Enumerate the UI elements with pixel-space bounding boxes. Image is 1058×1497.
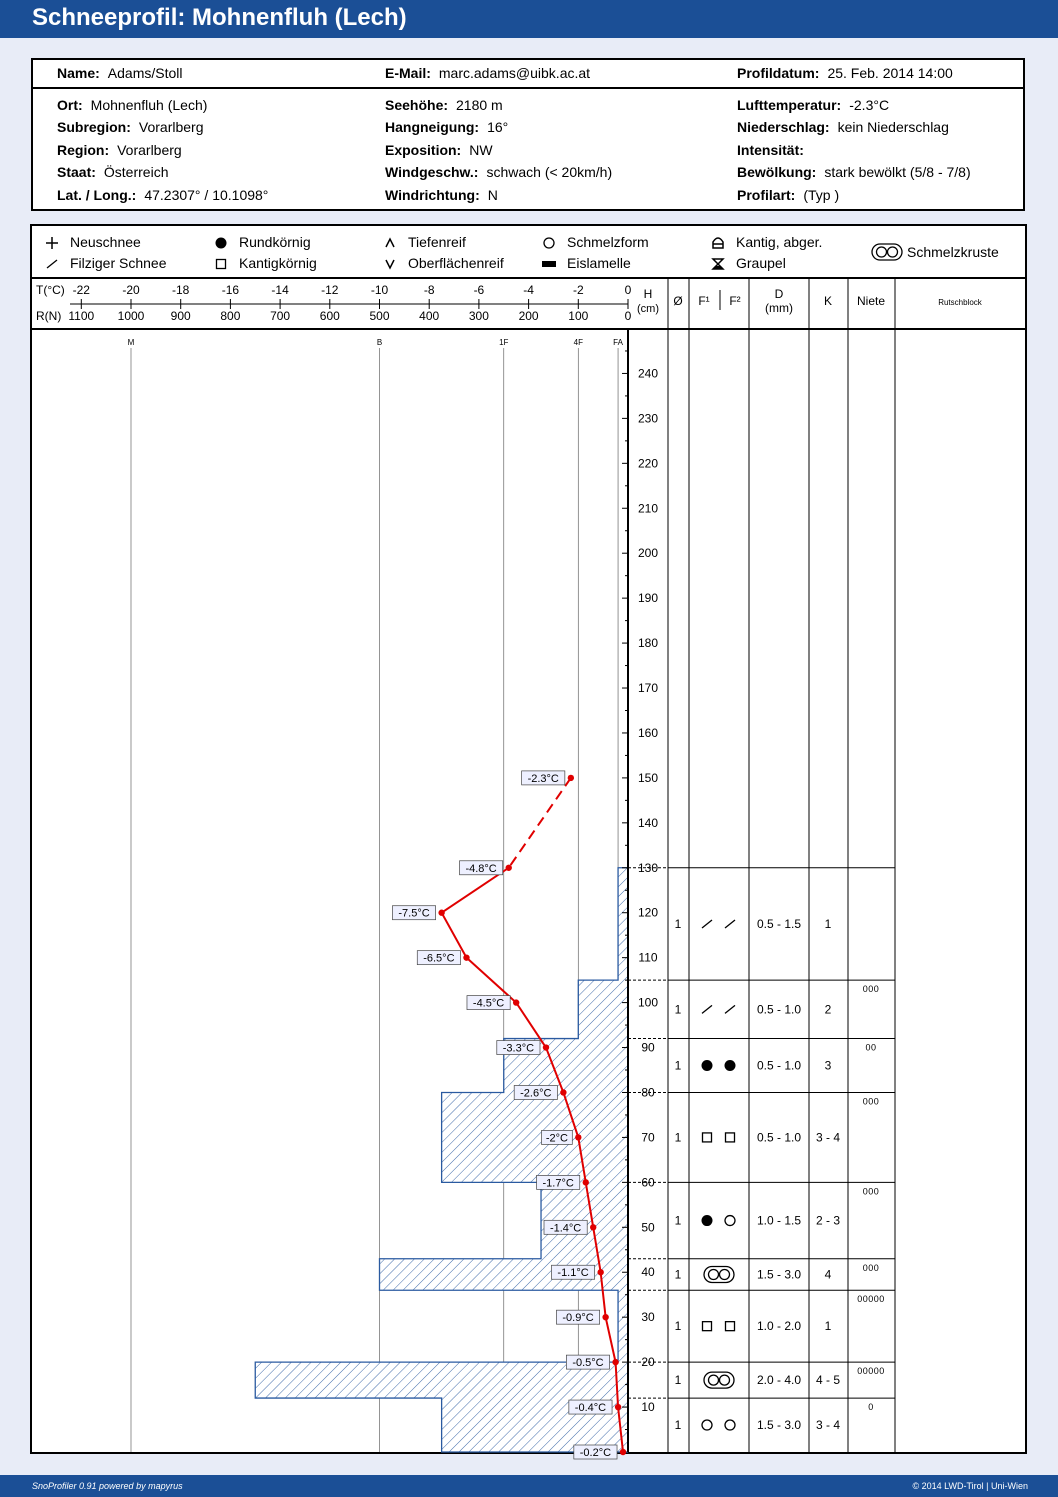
h-tick-label: 60 xyxy=(641,1175,655,1190)
layer-niete: 00000 xyxy=(857,1366,885,1377)
intens-label: Intensität: xyxy=(737,142,804,158)
r-tick-label: 1100 xyxy=(68,309,95,323)
h-tick-label: 180 xyxy=(637,636,659,651)
bewoelk-value: stark bewölkt (5/8 - 7/8) xyxy=(824,164,971,180)
temp-label: -0.4°C xyxy=(574,1402,607,1415)
col-niete: Niete xyxy=(856,294,886,308)
layer-size: 1 xyxy=(674,1002,682,1017)
rundkoernig-icon xyxy=(702,1215,713,1226)
layer-size: 1 xyxy=(674,1058,682,1073)
layer-size: 1 xyxy=(674,1418,682,1433)
temp-point xyxy=(506,865,512,871)
temp-point xyxy=(583,1179,589,1185)
hangneigung-label: Hangneigung: xyxy=(385,119,480,135)
layer-d: 1.0 - 1.5 xyxy=(756,1213,802,1228)
temp-label: -2.6°C xyxy=(520,1087,552,1100)
layer-size: 1 xyxy=(674,1319,682,1334)
staat-value: Österreich xyxy=(103,164,169,180)
col-d-unit: (mm) xyxy=(765,301,793,315)
legend-rundkoernig-label: Rundkörnig xyxy=(239,234,311,250)
temp-label: -0.9°C xyxy=(562,1312,594,1325)
layer-size: 1 xyxy=(674,1213,682,1228)
region-label: Region: xyxy=(57,142,110,158)
luft-value: -2.3°C xyxy=(849,97,890,113)
h-tick-label: 210 xyxy=(637,501,659,516)
profilart-label: Profilart: xyxy=(737,187,796,203)
layer-niete: 000 xyxy=(862,984,880,995)
exposition-label: Exposition: xyxy=(385,142,462,158)
h-tick-label: 50 xyxy=(641,1220,655,1235)
footer-bar xyxy=(0,1475,1058,1497)
rundkoernig-icon xyxy=(725,1060,736,1071)
layer-k: 4 xyxy=(824,1267,832,1282)
temp-point xyxy=(620,1449,626,1455)
r-tick-label: 800 xyxy=(220,309,241,323)
temp-label: -7.5°C xyxy=(398,907,430,920)
hardness-label: 4F xyxy=(573,338,583,347)
ram-segment xyxy=(618,1290,628,1362)
h-tick-label: 80 xyxy=(641,1085,655,1100)
h-tick-label: 110 xyxy=(638,950,658,965)
h-tick-label: 20 xyxy=(641,1355,655,1370)
temp-point xyxy=(568,775,574,781)
layer-d: 2.0 - 4.0 xyxy=(756,1373,802,1388)
h-tick-label: 200 xyxy=(637,546,659,561)
hardness-label: FA xyxy=(613,338,623,347)
legend-tiefenreif-label: Tiefenreif xyxy=(408,234,466,250)
h-tick-label: 220 xyxy=(637,456,659,471)
email-value: marc.adams@uibk.ac.at xyxy=(438,65,591,81)
temp-point xyxy=(575,1134,581,1140)
ram-segment xyxy=(578,980,628,1038)
r-tick-label: 700 xyxy=(270,309,291,323)
legend-eislamelle-label: Eislamelle xyxy=(567,255,631,271)
temp-label: -3.3°C xyxy=(502,1042,535,1055)
temp-point xyxy=(597,1269,603,1275)
h-tick-label: 190 xyxy=(637,591,659,606)
h-tick-label: 130 xyxy=(637,860,659,875)
nieder-value: kein Niederschlag xyxy=(837,119,949,135)
exposition-value: NW xyxy=(469,142,493,158)
layer-k: 4 - 5 xyxy=(815,1373,841,1388)
layer-k: 2 xyxy=(824,1002,832,1017)
r-tick-label: 600 xyxy=(319,309,340,323)
col-d: D xyxy=(774,287,784,301)
legend-kantigkoernig-label: Kantigkörnig xyxy=(239,255,317,271)
temp-point xyxy=(463,954,469,960)
page-title: Schneeprofil: Mohnenfluh (Lech) xyxy=(32,4,407,31)
name-value: Adams/Stoll xyxy=(107,65,183,81)
hardness-label: B xyxy=(376,338,383,347)
ort-label: Ort: xyxy=(57,97,83,113)
col-rutschblock: Rutschblock xyxy=(938,298,982,307)
layer-k: 1 xyxy=(824,1319,832,1334)
t-tick-label: -22 xyxy=(72,283,90,297)
temp-point xyxy=(615,1404,621,1410)
luft-label: Lufttemperatur: xyxy=(737,97,842,113)
t-tick-label: -16 xyxy=(221,283,240,297)
windrichtung-value: N xyxy=(487,187,498,203)
r-tick-label: 1000 xyxy=(117,309,145,323)
r-tick-label: 0 xyxy=(624,309,632,323)
nieder-label: Niederschlag: xyxy=(737,119,830,135)
col-k: K xyxy=(823,294,833,308)
t-tick-label: -2 xyxy=(572,283,584,297)
legend-schmelzkruste-label: Schmelzkruste xyxy=(907,244,999,260)
layer-size: 1 xyxy=(674,916,682,931)
seehoehe-label: Seehöhe: xyxy=(385,97,449,113)
layer-d: 0.5 - 1.0 xyxy=(756,1002,802,1017)
layer-k: 3 - 4 xyxy=(815,1418,841,1433)
layer-size: 1 xyxy=(674,1373,682,1388)
layer-d: 0.5 - 1.0 xyxy=(756,1058,802,1073)
temp-point xyxy=(612,1359,618,1365)
t-tick-label: -18 xyxy=(172,283,190,297)
temp-label: -0.5°C xyxy=(572,1357,604,1370)
layer-niete: 0 xyxy=(868,1402,874,1413)
t-tick-label: -14 xyxy=(271,283,289,297)
temp-label: -4.5°C xyxy=(472,997,505,1010)
layer-k: 1 xyxy=(824,916,832,931)
subregion-value: Vorarlberg xyxy=(138,119,204,135)
staat-label: Staat: xyxy=(57,164,96,180)
latlong-value: 47.2307° / 10.1098° xyxy=(144,187,269,203)
rundkoernig-icon xyxy=(216,238,227,249)
windrichtung-label: Windrichtung: xyxy=(385,187,480,203)
temp-label: -6.5°C xyxy=(423,952,455,965)
legend-oberflaechenreif-label: Oberflächenreif xyxy=(408,255,504,271)
r-tick-label: 300 xyxy=(468,309,489,323)
t-tick-label: 0 xyxy=(624,283,632,297)
r-tick-label: 200 xyxy=(518,309,539,323)
h-tick-label: 30 xyxy=(641,1310,655,1325)
h-tick-label: 150 xyxy=(637,770,659,785)
temp-point xyxy=(602,1314,608,1320)
layer-d: 1.5 - 3.0 xyxy=(756,1267,802,1282)
r-tick-label: 900 xyxy=(170,309,191,323)
temp-label: -1.4°C xyxy=(549,1222,582,1235)
temp-label: -2°C xyxy=(545,1132,568,1145)
temp-label: -4.8°C xyxy=(465,862,497,875)
layer-d: 0.5 - 1.5 xyxy=(756,916,802,931)
layer-size: 1 xyxy=(674,1267,682,1282)
layer-niete: 000 xyxy=(862,1096,880,1107)
profilart-value: (Typ ) xyxy=(803,187,840,203)
wind-value: schwach (< 20km/h) xyxy=(486,164,613,180)
temp-label: -0.2°C xyxy=(579,1447,612,1459)
t-tick-label: -12 xyxy=(321,283,339,297)
layer-niete: 000 xyxy=(862,1262,880,1273)
temp-label: -1.1°C xyxy=(557,1267,589,1280)
layer-d: 1.5 - 3.0 xyxy=(756,1418,802,1433)
h-tick-label: 170 xyxy=(637,681,659,696)
r-tick-label: 100 xyxy=(568,309,589,323)
temp-point xyxy=(590,1224,596,1230)
rundkoernig-icon xyxy=(702,1060,713,1071)
subregion-label: Subregion: xyxy=(57,119,131,135)
h-tick-label: 90 xyxy=(641,1040,655,1055)
h-unit: (cm) xyxy=(637,303,659,315)
ort-value: Mohnenfluh (Lech) xyxy=(90,97,208,113)
footer-left: SnoProfiler 0.91 powered by mapyrus xyxy=(32,1481,183,1491)
date-label: Profildatum: xyxy=(737,65,820,81)
temp-point xyxy=(543,1044,549,1050)
layer-d: 0.5 - 1.0 xyxy=(756,1130,802,1145)
hardness-label: 1F xyxy=(499,338,509,347)
layer-niete: 00000 xyxy=(857,1294,885,1305)
wind-label: Windgeschw.: xyxy=(385,164,479,180)
legend-kantig-abger-label: Kantig, abger. xyxy=(736,234,823,250)
layer-niete: 00 xyxy=(865,1042,877,1053)
h-tick-label: 160 xyxy=(637,725,659,740)
h-tick-label: 70 xyxy=(641,1130,655,1145)
t-tick-label: -4 xyxy=(523,283,534,297)
name-label: Name: xyxy=(57,65,100,81)
layer-k: 3 xyxy=(824,1058,832,1073)
hardness-label: M xyxy=(127,338,135,347)
temp-label: -2.3°C xyxy=(527,772,559,785)
bewoelk-label: Bewölkung: xyxy=(737,164,817,180)
legend-schmelzform-label: Schmelzform xyxy=(567,234,649,250)
footer-right: © 2014 LWD-Tirol | Uni-Wien xyxy=(912,1481,1028,1491)
h-tick-label: 40 xyxy=(641,1265,655,1280)
t-tick-label: -8 xyxy=(423,283,435,297)
temp-point xyxy=(438,910,444,916)
t-tick-label: -6 xyxy=(473,283,485,297)
layer-size: 1 xyxy=(674,1130,682,1145)
r-tick-label: 500 xyxy=(369,309,390,323)
legend-neuschnee-label: Neuschnee xyxy=(70,234,141,250)
layer-niete: 000 xyxy=(862,1186,880,1197)
h-tick-label: 120 xyxy=(637,905,659,920)
date-value: 25. Feb. 2014 14:00 xyxy=(827,65,953,81)
hangneigung-value: 16° xyxy=(487,119,509,135)
ram-segment xyxy=(618,868,628,980)
layer-d: 1.0 - 2.0 xyxy=(756,1319,802,1334)
col-f1: F¹ xyxy=(698,294,710,308)
h-tick-label: 10 xyxy=(641,1400,655,1415)
layer-k: 3 - 4 xyxy=(815,1130,841,1145)
temp-point xyxy=(560,1089,566,1095)
temp-point xyxy=(513,999,519,1005)
ram-segment xyxy=(442,1092,628,1182)
temp-label: -1.7°C xyxy=(542,1177,574,1190)
h-tick-label: 100 xyxy=(637,995,659,1010)
t-axis-label: T(°C) xyxy=(36,283,65,297)
col-size-class: Ø xyxy=(673,294,683,308)
h-tick-label: 230 xyxy=(637,411,659,426)
r-axis-label: R(N) xyxy=(36,309,62,323)
seehoehe-value: 2180 m xyxy=(456,97,503,113)
email-label: E-Mail: xyxy=(385,65,431,81)
legend-graupel-label: Graupel xyxy=(736,255,786,271)
t-tick-label: -10 xyxy=(370,283,389,297)
layer-k: 2 - 3 xyxy=(815,1213,841,1228)
latlong-label: Lat. / Long.: xyxy=(57,187,137,203)
h-tick-label: 140 xyxy=(637,815,659,830)
r-tick-label: 400 xyxy=(419,309,440,323)
t-tick-label: -20 xyxy=(122,283,140,297)
region-value: Vorarlberg xyxy=(117,142,182,158)
h-tick-label: 240 xyxy=(637,366,659,381)
h-label: H xyxy=(643,287,653,301)
legend-filziger-label: Filziger Schnee xyxy=(70,255,167,271)
col-f2: F² xyxy=(729,294,741,308)
